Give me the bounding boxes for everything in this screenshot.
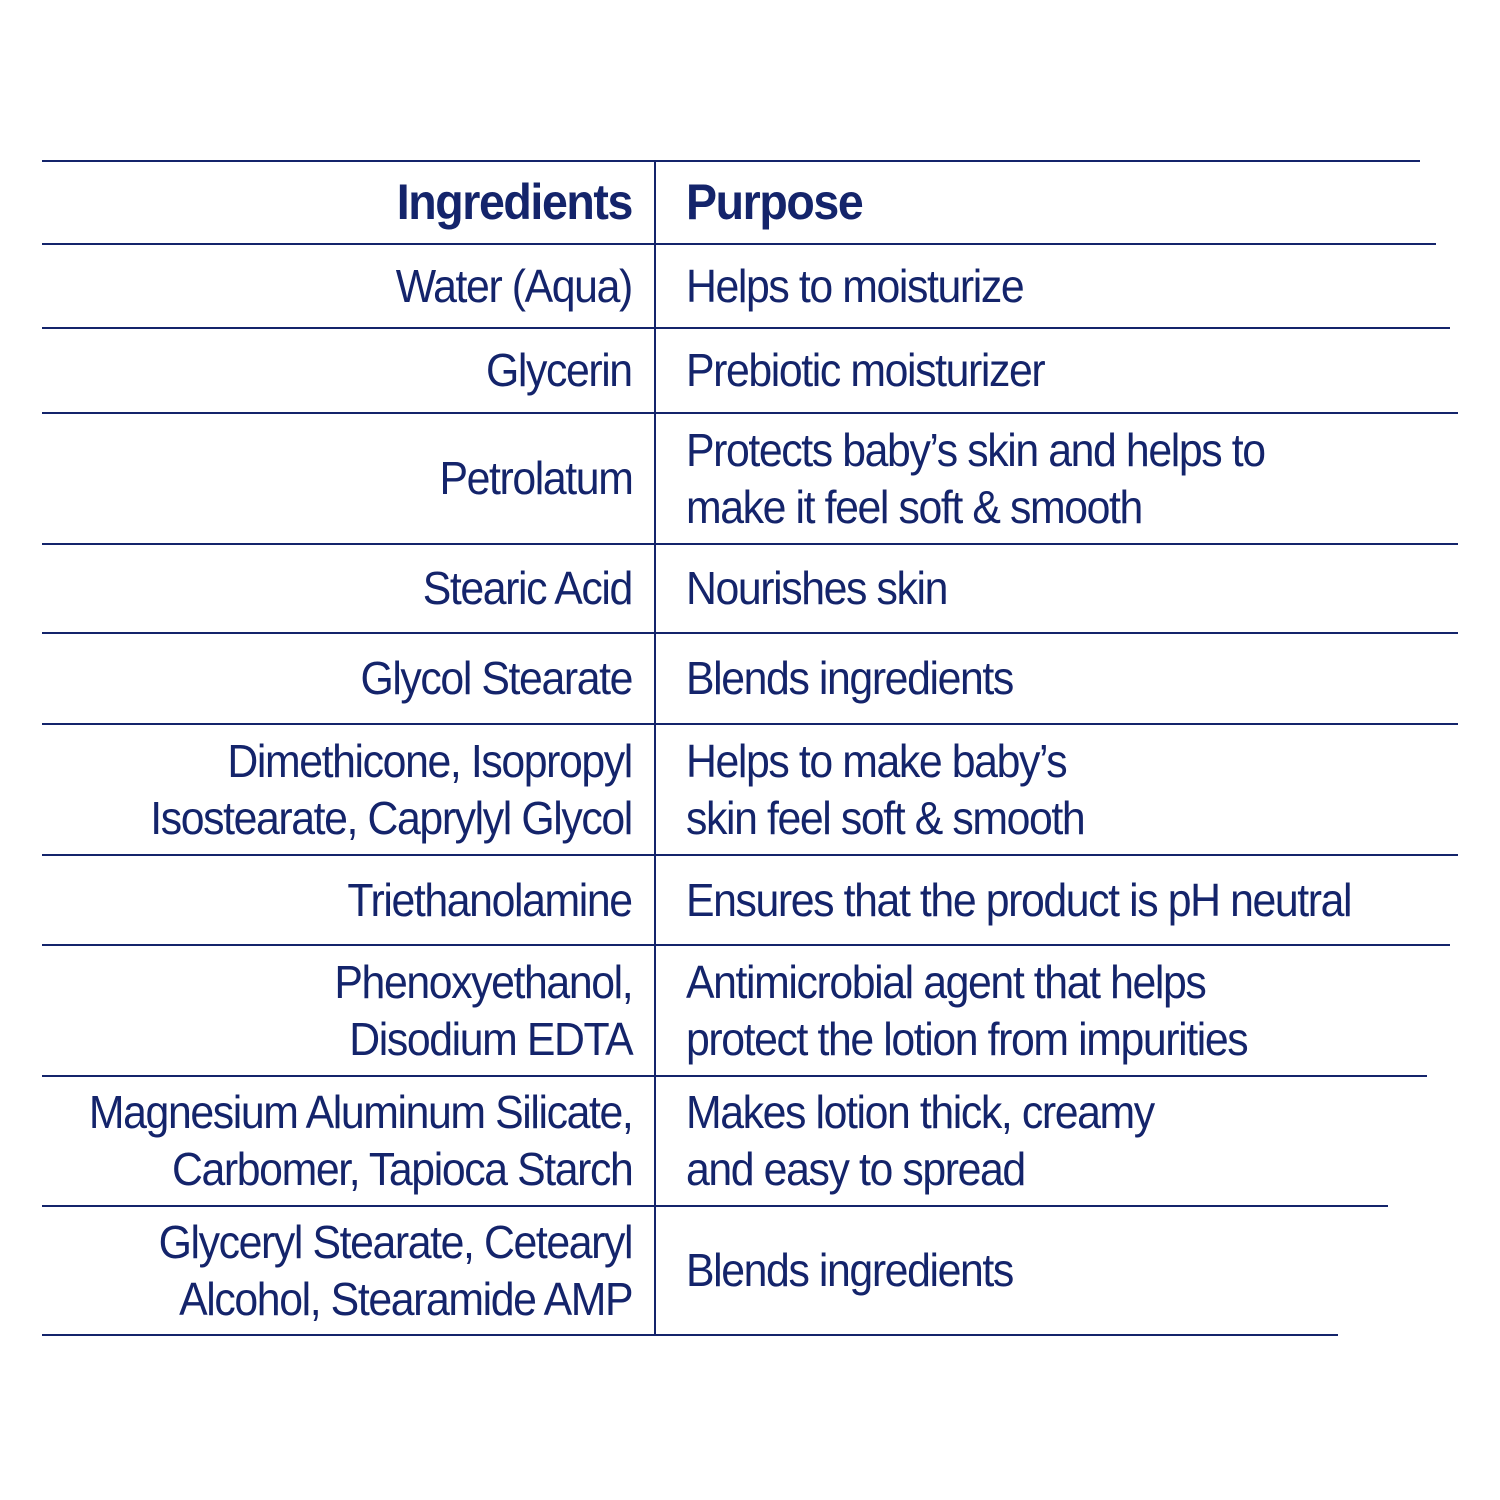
ingredient-text: Triethanolamine xyxy=(347,873,632,926)
purpose-cell xyxy=(686,1207,1013,1334)
table-row xyxy=(0,1207,1500,1334)
table-row xyxy=(0,634,1500,723)
ingredient-text: Water (Aqua) xyxy=(395,259,632,312)
ingredient-cell xyxy=(348,856,632,944)
purpose-text: Helps to moisturize xyxy=(686,259,1024,312)
table-row xyxy=(0,329,1500,412)
table-row xyxy=(0,725,1500,854)
purpose-text: Blends ingredients xyxy=(686,652,1013,704)
ingredient-text: Isostearate, Caprylyl Glycol xyxy=(150,791,632,844)
table-rule-bottom xyxy=(42,1334,1338,1336)
ingredient-text: Disodium EDTA xyxy=(349,1012,632,1065)
table-row xyxy=(0,545,1500,632)
purpose-text: make it feel soft & smooth xyxy=(686,480,1142,533)
ingredient-text: Dimethicone, Isopropyl xyxy=(227,734,632,787)
purpose-cell xyxy=(686,725,1084,854)
table-row xyxy=(0,946,1500,1075)
ingredient-cell xyxy=(486,329,632,412)
purpose-cell xyxy=(686,1077,1154,1205)
purpose-text: Makes lotion thick, creamy xyxy=(686,1086,1154,1138)
purpose-text: protect the lotion from impurities xyxy=(686,1012,1248,1065)
purpose-text: Protects baby’s skin and helps to xyxy=(686,423,1265,476)
purpose-text: Blends ingredients xyxy=(686,1244,1013,1296)
purpose-cell xyxy=(686,414,1265,543)
ingredient-cell xyxy=(423,545,632,632)
header-purpose xyxy=(686,162,862,243)
ingredient-cell xyxy=(396,245,632,327)
table-row xyxy=(0,245,1500,327)
ingredient-cell xyxy=(439,414,632,543)
ingredient-text: Magnesium Aluminum Silicate, xyxy=(88,1086,632,1138)
purpose-text: skin feel soft & smooth xyxy=(686,791,1085,844)
table-row xyxy=(0,414,1500,543)
ingredient-text: Glyceryl Stearate, Cetearyl xyxy=(158,1215,632,1268)
ingredient-text: Alcohol, Stearamide AMP xyxy=(179,1272,632,1325)
ingredient-cell xyxy=(158,1207,632,1334)
ingredient-text: Stearic Acid xyxy=(422,562,632,614)
purpose-text: Antimicrobial agent that helps xyxy=(686,955,1206,1008)
header-purpose-label: Purpose xyxy=(686,174,863,230)
ingredient-text: Petrolatum xyxy=(439,452,632,504)
table-header-row xyxy=(0,162,1500,243)
ingredient-cell xyxy=(89,1077,632,1205)
ingredient-cell xyxy=(150,725,632,854)
purpose-text: Helps to make baby’s xyxy=(686,734,1067,787)
purpose-cell xyxy=(686,329,1044,412)
header-ingredients-label: Ingredients xyxy=(396,174,632,230)
ingredient-text: Glycerin xyxy=(486,344,632,396)
purpose-cell xyxy=(686,946,1247,1075)
ingredient-text: Carbomer, Tapioca Starch xyxy=(171,1143,632,1195)
purpose-text: Ensures that the product is pH neutral xyxy=(686,873,1352,926)
header-ingredients xyxy=(397,162,632,243)
ingredient-text: Glycol Stearate xyxy=(360,652,632,704)
purpose-text: Nourishes skin xyxy=(686,562,948,614)
table-row xyxy=(0,1077,1500,1205)
purpose-cell xyxy=(686,245,1023,327)
purpose-cell xyxy=(686,545,947,632)
purpose-text: Prebiotic moisturizer xyxy=(686,344,1045,396)
purpose-cell xyxy=(686,634,1013,723)
purpose-cell xyxy=(686,856,1351,944)
purpose-text: and easy to spread xyxy=(686,1143,1025,1195)
ingredient-text: Phenoxyethanol, xyxy=(334,955,632,1008)
table-row xyxy=(0,856,1500,944)
ingredient-cell xyxy=(334,946,632,1075)
ingredient-cell xyxy=(360,634,632,723)
